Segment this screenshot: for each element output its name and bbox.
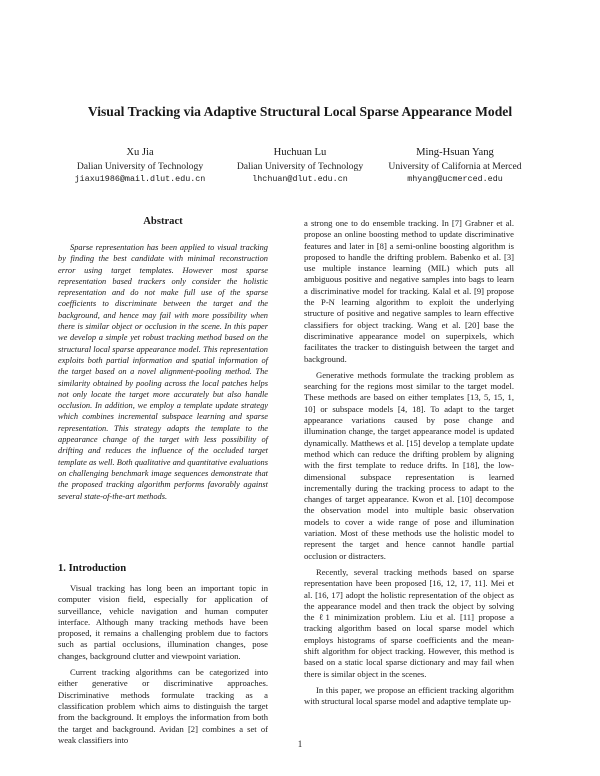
right-column [304, 218, 514, 707]
paragraph: Recently, several tracking methods based on sparse representation have been proposed [16, 12, 17, 11]. Mei et al. [16, 17] adopt the holistic representation of the object as the appearance model and then track the object by solving the ℓ1 minimization problem. Liu et al. [11] propose a tracking algorithm based on local sparse model which employs histograms of sparse coefficients and the mean-shift algorithm for object tracking. However, this method is based on a static local sparse dictionary and may fail when there is similar object in the scenes. [304, 566, 514, 679]
author-affiliation: University of California at Merced [388, 160, 522, 172]
author-block [222, 146, 378, 187]
page-number: 1 [297, 739, 303, 749]
left-column-intro [58, 583, 268, 746]
author-block [60, 146, 220, 187]
author-block [380, 146, 530, 187]
section-heading: 1. Introduction [58, 563, 127, 574]
author-email: jiaxu1986@mail.dlut.edu.cn [74, 174, 206, 184]
author-email: lhchuan@dlut.edu.cn [252, 174, 348, 184]
author-name: Xu Jia [126, 147, 154, 158]
author-name: Ming-Hsuan Yang [416, 147, 494, 158]
paragraph: Current tracking algorithms can be categorized into either generative or discriminative approaches. Discriminative methods formulate tracking as a classification problem which aims to distinguish the target from the background. It employs the information from both the target and background. Avidan [2] combines a set of weak classifiers into [58, 667, 268, 745]
author-name: Huchuan Lu [273, 147, 327, 158]
abstract-text: Sparse representation has been applied to visual tracking by finding the best candidate with minimal reconstruction error using target templates. However most sparse representation based trackers only consider the holistic representation and do not make full use of the sparse coefficients to discriminate between the target and the background, and hence may fail with more possibility when there is similar object or occlusion in the scene. In this paper we develop a simple yet robust tracking method based on the structural local sparse appearance model. This representation exploits both partial information and spatial information of the target based on a novel alignment-pooling method. The similarity obtained by pooling across the local patches helps not only locate the target more accurately but also handle occlusion. In addition, we employ a template update strategy which combines incremental subspace learning and sparse representation. This strategy adapts the template to the appearance change of the target with less possibility of drifting and reduces the influence of the occluded target template as well. Both qualitative and quantitative evaluations on challenging benchmark image sequences demonstrate that the proposed tracking algorithm performs favorably against several state-of-the-art methods. [58, 243, 268, 501]
paragraph: a strong one to do ensemble tracking. In [7] Grabner et al. propose an online boosting method to update discriminative features and later in [8] a semi-online boosting algorithm is proposed to handle the drifting problem. Babenko et al. [3] use multiple instance learning (MIL) which puts all ambiguous positive and negative samples into bags to learn a discriminative model for tracking. Kalal et al. [9] propose the P-N learning algorithm to exploit the underlying structure of positive and negative samples to learn effective classifiers for object tracking. Wang et al. [20] base the discriminative appearance model on superpixels, which facilitates the tracker to distinguish between the target and background. [304, 218, 514, 364]
paragraph: Generative methods formulate the tracking problem as searching for the regions most similar to the target model. These methods are based on either templates [13, 5, 15, 1, 10] or subspace models [4, 18]. To adapt to the target appearance variations caused by pose change and illumination change, the target appearance model is updated dynamically. Matthews et al. [15] develop a template update method which can reduce the drifting problem by aligning with the first template to reduce drifts. In [18], the low-dimensional subspace representation is learned incrementally during the tracking process to adapt to the changes of target appearance. Kwon et al. [10] decompose the observation model into multiple basic observation models to cover a wide range of pose and illumination variation. Most of these methods use the holistic model to represent the target and hence cannot handle partial occlusion or distracters. [304, 369, 514, 561]
author-affiliation: Dalian University of Technology [236, 160, 364, 172]
author-email: mhyang@ucmerced.edu [407, 174, 503, 184]
paper-title: Visual Tracking via Adaptive Structural Local Sparse Appearance Model [87, 104, 513, 119]
author-affiliation: Dalian University of Technology [76, 160, 204, 172]
paragraph: Visual tracking has long been an important topic in computer vision field, especially for application of surveillance, vehicle navigation and human computer interface. Although many tracking methods have been proposed, it remains a challenging problem due to factors such as partial occlusions, illumination changes, pose changes, background clutter and viewpoint variation. [58, 583, 268, 661]
paragraph: In this paper, we propose an efficient tracking algorithm with structural local sparse model and adaptive template up- [304, 684, 514, 707]
abstract-heading: Abstract [143, 216, 183, 227]
